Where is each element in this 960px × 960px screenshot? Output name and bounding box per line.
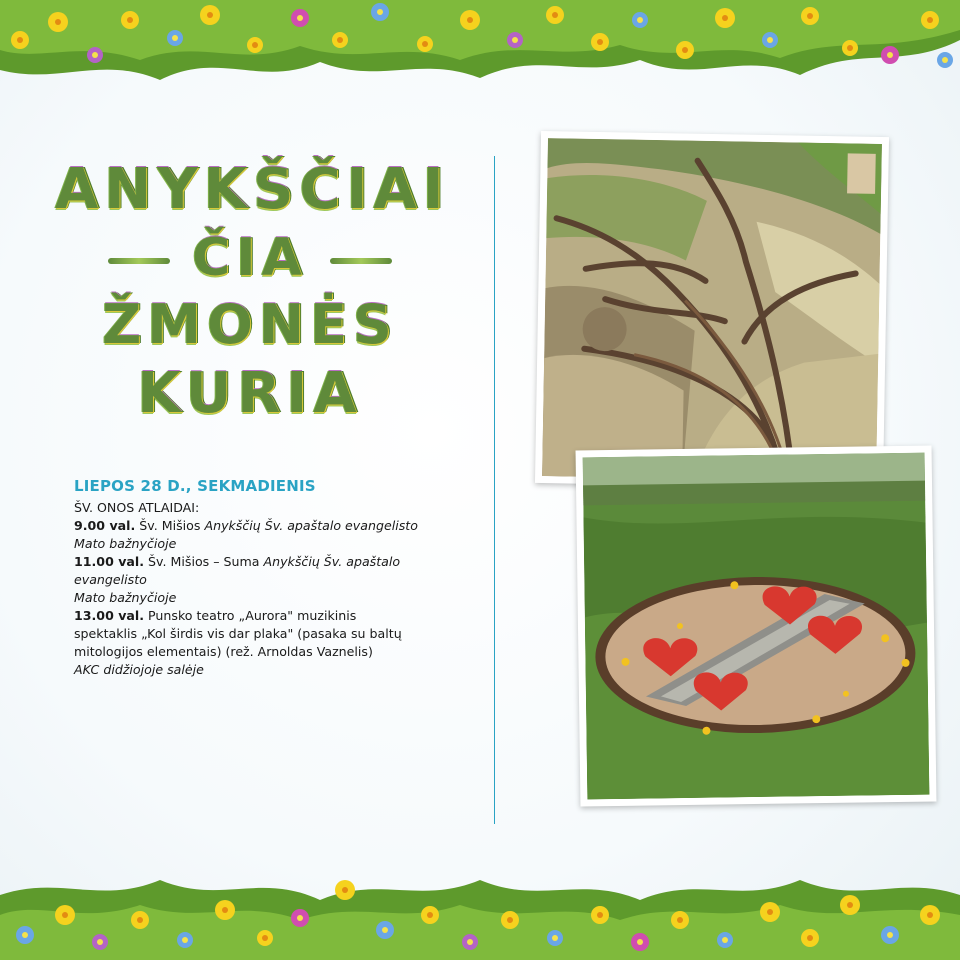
schedule-item-cont: mitologijos elementais) (rež. Arnoldas Vaznelis) [74,644,373,659]
title-dash-right [330,258,392,264]
event-time: 11.00 val. [74,554,145,569]
title-dash-left [108,258,170,264]
event-schedule [74,476,474,679]
title-line-3: ŽMONĖS [102,293,398,356]
vertical-divider [494,156,495,824]
schedule-item [74,553,474,589]
photo-tree-carpet [535,131,889,489]
event-place: AKC didžiojoje salėje [74,662,204,677]
photo-hearts-carpet [576,446,937,807]
schedule-item [74,607,474,625]
campaign-title [55,157,450,426]
tree-carpet-image [542,138,882,482]
event-time: 9.00 val. [74,518,136,533]
event-place: Mato bažnyčioje [74,590,177,605]
event-text: Šv. Mišios – Suma [148,554,260,569]
event-place: Anykščių Šv. apaštalo evangelisto [204,518,418,533]
schedule-subtitle: ŠV. ONOS ATLAIDAI: [74,500,200,515]
event-text: Punsko teatro „Aurora" muzikinis [148,608,357,623]
event-time: 13.00 val. [74,608,145,623]
title-line-1: ANYKŠČIAI [55,157,450,222]
event-date: LIEPOS 28 D., SEKMADIENIS [74,477,316,495]
schedule-item-cont [74,535,474,553]
schedule-item-cont: spektaklis „Kol širdis vis dar plaka" (pasaka su baltų [74,626,402,641]
bottom-flower-border [0,860,960,960]
title-line-2-text: ČIA [192,228,308,288]
event-place: Anykščių Šv. apaštalo evangelisto [74,554,401,587]
top-flower-border [0,0,960,100]
hearts-carpet-image [583,453,930,800]
event-place: Mato bažnyčioje [74,536,177,551]
schedule-item-cont [74,589,474,607]
title-line-2 [55,228,445,288]
title-line-4: KURIA [137,361,363,426]
event-text: Šv. Mišios [139,518,201,533]
schedule-item-cont [74,661,474,679]
schedule-item [74,517,474,535]
